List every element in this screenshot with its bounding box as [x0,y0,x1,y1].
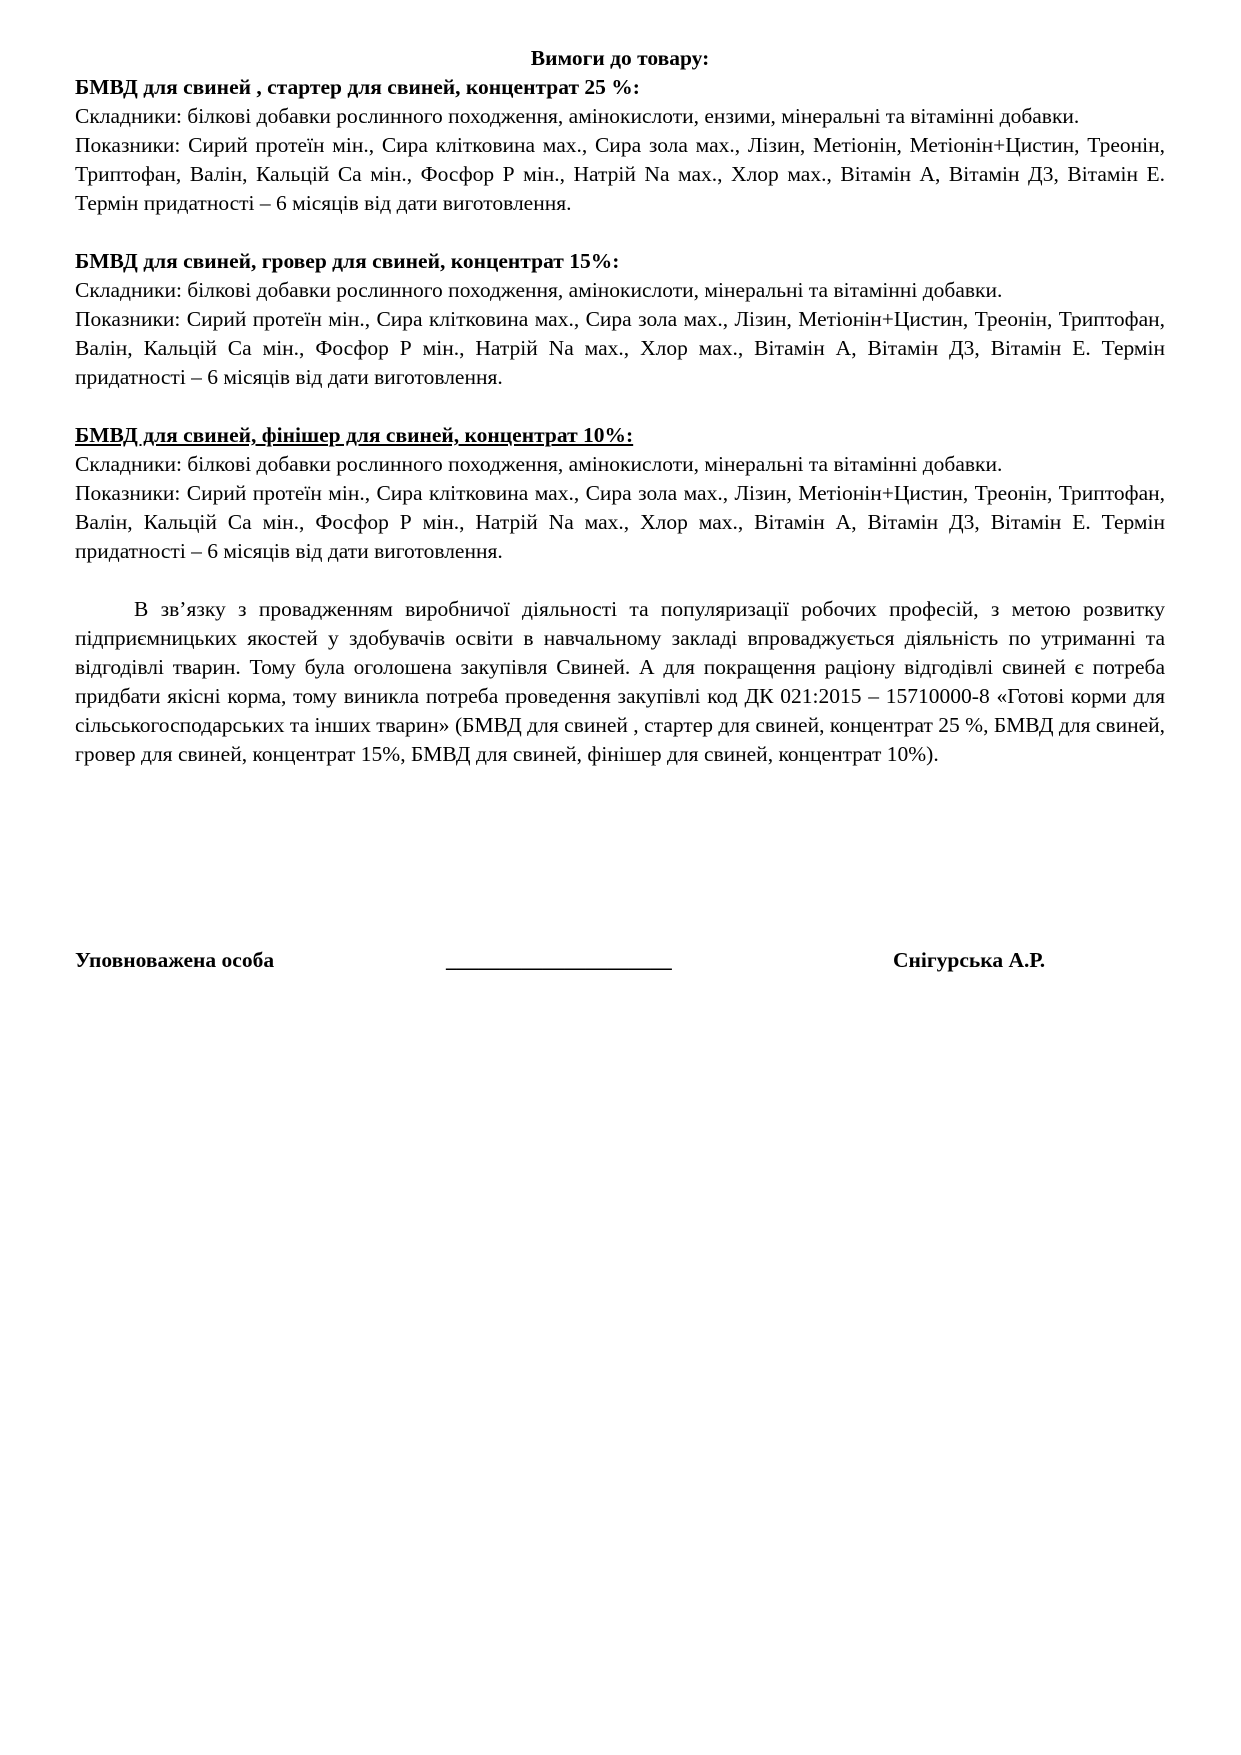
signature-block [75,946,1165,978]
section-ingredients: Складники: білкові добавки рослинного походження, амінокислоти, мінеральні та вітамінні добавки. [75,278,1003,302]
section-finisher [75,421,1165,566]
section-ingredients: Складники: білкові добавки рослинного походження, амінокислоти, мінеральні та вітамінні добавки. [75,452,1003,476]
section-indicators: Показники: Сирий протеїн мін., Сира клітковина мах., Сира зола мах., Лізин, Метіонін, Метіонін+Цистин, Треонін, Триптофан, Валін, Кальцій Са мін., Фосфор Р мін., Натрій Na мах., Хлор мах., Вітамін А, Вітамін Д3, Вітамін Е. Термін придатності – 6 місяців від дати виготовлення. [75,133,1165,215]
section-ingredients: Складники: білкові добавки рослинного походження, амінокислоти, ензими, мінеральні та вітамінні добавки. [75,104,1080,128]
document-title: Вимоги до товару: [530,46,710,70]
section-spacer [75,392,1165,421]
signatory-role: Уповноважена особа [75,948,275,972]
section-spacer [75,218,1165,247]
document-page [75,44,1165,769]
section-heading: БМВД для свиней , стартер для свиней, концентрат 25 %: [75,75,640,99]
section-grower [75,247,1165,392]
signatory-name: Снігурська А.Р. [893,948,1046,972]
section-indicators: Показники: Сирий протеїн мін., Сира клітковина мах., Сира зола мах., Лізин, Метіонін+Цистин, Треонін, Триптофан, Валін, Кальцій Са мін., Фосфор Р мін., Натрій Na мах., Хлор мах., Вітамін А, Вітамін Д3, Вітамін Е. Термін придатності – 6 місяців від дати виготовлення. [75,307,1165,389]
section-heading: БМВД для свиней, гровер для свиней, концентрат 15%: [75,249,620,273]
section-starter [75,73,1165,218]
signature-line: _____________________ [446,948,672,972]
section-indicators: Показники: Сирий протеїн мін., Сира клітковина мах., Сира зола мах., Лізин, Метіонін+Цистин, Треонін, Триптофан, Валін, Кальцій Са мін., Фосфор Р мін., Натрій Na мах., Хлор мах., Вітамін А, Вітамін Д3, Вітамін Е. Термін придатності – 6 місяців від дати виготовлення. [75,481,1165,563]
justification-paragraph: В зв’язку з провадженням виробничої діяльності та популяризації робочих професій, з метою розвитку підприємницьких якостей у здобувачів освіти в навчальному закладі впроваджується діяльність по утриманні та відгодівлі тварин. Тому була оголошена закупівля Свиней. А для покращення раціону відгодівлі свиней є потреба придбати якісні корма, тому виникла потреба проведення закупівлі код ДК 021:2015 – 15710000-8 «Готові корми для сільськогосподарських та інших тварин» (БМВД для свиней , стартер для свиней, концентрат 25 %, БМВД для свиней, гровер для свиней, концентрат 15%, БМВД для свиней, фінішер для свиней, концентрат 10%). [75,597,1165,766]
section-spacer [75,566,1165,595]
section-heading: БМВД для свиней, фінішер для свиней, концентрат 10%: [75,423,634,447]
